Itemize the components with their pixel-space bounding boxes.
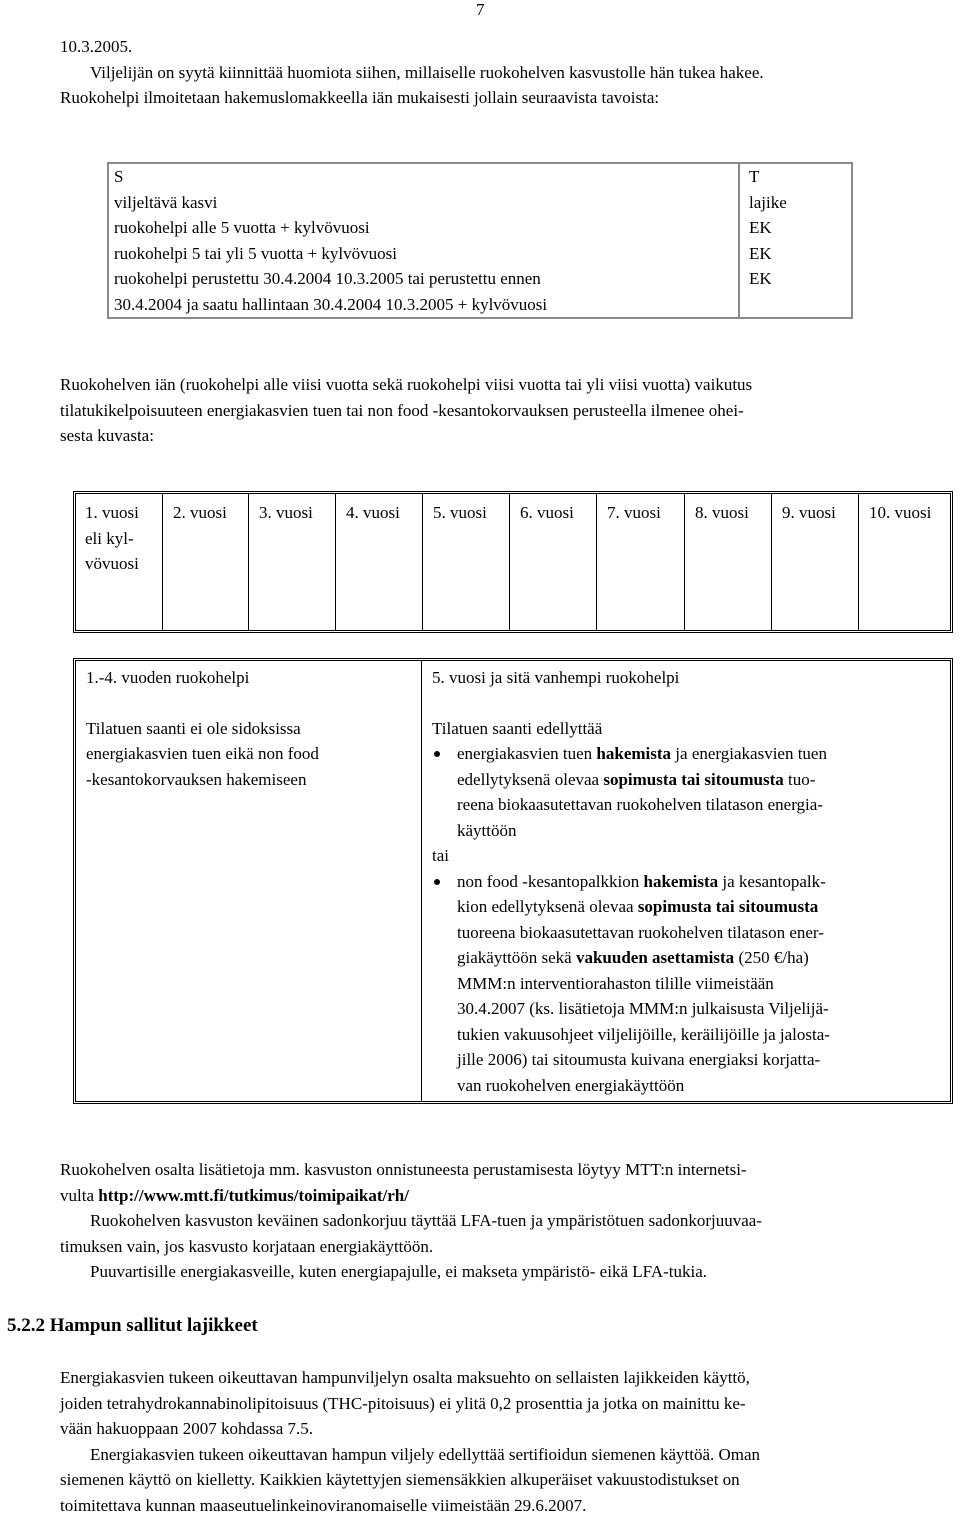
paragraph-line: Energiakasvien tukeen oikeuttavan hampunviljelyn osalta maksuehto on sellaisten lajikkeiden käyttö, — [60, 1365, 956, 1391]
year-label: 3. vuosi — [259, 503, 313, 522]
year-label: 9. vuosi — [782, 503, 836, 522]
age-paragraph — [60, 372, 956, 449]
year-cell — [596, 494, 684, 630]
year-label-line: 1. vuosi — [85, 500, 162, 526]
crop-cell: viljeltävä kasvi — [114, 190, 738, 216]
year-label-line: vövuosi — [85, 551, 162, 577]
year-label: 6. vuosi — [520, 503, 574, 522]
young-crop-panel — [76, 661, 422, 1101]
bullet-icon — [434, 879, 440, 885]
mtt-link[interactable]: http://www.mtt.fi/tutkimus/toimipaikat/rh/ — [98, 1186, 409, 1205]
intro-line: Viljelijän on syytä kiinnittää huomiota siihen, millaiselle ruokohelven kasvustolle hän tukea hakee. — [60, 60, 956, 86]
panel-text-line: energiakasvien tuen eikä non food — [86, 741, 421, 767]
or-label: tai — [432, 843, 950, 869]
crop-cell: ruokohelpi 5 tai yli 5 vuotta + kylvövuosi — [114, 241, 738, 267]
crop-column — [109, 164, 740, 317]
paragraph-line: Energiakasvien tukeen oikeuttavan hampun viljely edellyttää sertifioidun siemenen käyttöä. Oman — [60, 1442, 956, 1468]
list-item: non food -kesantopalkkion hakemista ja kesantopalk- kion edellytyksenä olevaa sopimusta tai sitoumusta tuoreena biokaasutettavan ruokohelven tilatason ener- giakäyttöön sekä vakuuden asettamista (250 €/ha) MMM:n interventiorahaston tilille viimeistään 30.4.2007 (ks. lisätietoja MMM:n julkaisusta Viljelijä- tukien vakuusohjeet viljelijöille, keräilijöille ja jalosta- jille 2006) tai sitoumusta kuivana energiaksi korjatta- van ruokohelven energiakäyttöön — [432, 869, 950, 1099]
year-cell — [509, 494, 596, 630]
variety-cell: EK — [749, 266, 851, 292]
year-cell-1 — [76, 494, 162, 630]
year-label: 5. vuosi — [433, 503, 487, 522]
year-cell — [771, 494, 858, 630]
section-heading: 5.2.2 Hampun sallitut lajikkeet — [7, 1313, 258, 1339]
paragraph-line: tilatukikelpoisuuteen energiakasvien tuen tai non food -kesantokorvauksen perusteella ilmenee ohei- — [60, 398, 956, 424]
variety-cell: EK — [749, 215, 851, 241]
years-table — [73, 491, 953, 633]
page-number: 7 — [476, 0, 485, 23]
bullet-icon — [434, 751, 440, 757]
paragraph-line: Ruokohelven iän (ruokohelpi alle viisi vuotta sekä ruokohelpi viisi vuotta tai yli viisi vuotta) vaikutus — [60, 372, 956, 398]
paragraph-line: siemenen käyttö on kielletty. Kaikkien käytettyjen siemensäkkien alkuperäiset vakuustodistukset on — [60, 1467, 956, 1493]
crop-cell: ruokohelpi alle 5 vuotta + kylvövuosi — [114, 215, 738, 241]
panel-title: 1.-4. vuoden ruokohelpi — [86, 665, 421, 691]
year-cell — [335, 494, 422, 630]
panel-text-line: -kesantokorvauksen hakemiseen — [86, 767, 421, 793]
year-label: 2. vuosi — [173, 503, 227, 522]
year-label: 7. vuosi — [607, 503, 661, 522]
paragraph-line: Puuvartisille energiakasveille, kuten energiapajulle, ei makseta ympäristö- eikä LFA-tukia. — [60, 1259, 956, 1285]
year-label: 10. vuosi — [869, 503, 931, 522]
panel-subtitle: Tilatuen saanti edellyttää — [432, 716, 950, 742]
list-item: energiakasvien tuen hakemista ja energiakasvien tuen edellytyksenä olevaa sopimusta tai sitoumusta tuo- reena biokaasutettavan ruokohelven tilatason energia- käyttöön — [432, 741, 950, 843]
year-cell — [162, 494, 248, 630]
year-label-line: eli kyl- — [85, 526, 162, 552]
eligibility-box — [73, 658, 953, 1104]
variety-column — [740, 164, 851, 317]
paragraph-line: vulta http://www.mtt.fi/tutkimus/toimipaikat/rh/ — [60, 1183, 956, 1209]
date: 10.3.2005. — [60, 34, 956, 60]
paragraph-line: timuksen vain, jos kasvusto korjataan energiakäyttöön. — [60, 1234, 956, 1260]
section-body — [60, 1365, 956, 1518]
paragraph-line: sesta kuvasta: — [60, 423, 956, 449]
paragraph-line: joiden tetrahydrokannabinolipitoisuus (THC-pitoisuus) ei ylitä 0,2 prosenttia ja jotka on mainittu ke- — [60, 1391, 956, 1417]
crop-column-header: S — [114, 164, 738, 190]
year-cell — [858, 494, 950, 630]
variety-cell — [749, 292, 851, 318]
panel-title: 5. vuosi ja sitä vanhempi ruokohelpi — [432, 665, 950, 691]
variety-column-header: T — [749, 164, 851, 190]
year-label: 8. vuosi — [695, 503, 749, 522]
year-label: 4. vuosi — [346, 503, 400, 522]
crop-cell: 30.4.2004 ja saatu hallintaan 30.4.2004 10.3.2005 + kylvövuosi — [114, 292, 738, 318]
paragraph-line: Ruokohelven osalta lisätietoja mm. kasvuston onnistuneesta perustamisesta löytyy MTT:n internetsi- — [60, 1157, 956, 1183]
crop-cell: ruokohelpi perustettu 30.4.2004 10.3.2005 tai perustettu ennen — [114, 266, 738, 292]
year-cell — [684, 494, 771, 630]
info-block — [60, 1157, 956, 1285]
variety-cell: EK — [749, 241, 851, 267]
panel-text-line: Tilatuen saanti ei ole sidoksissa — [86, 716, 421, 742]
variety-cell: lajike — [749, 190, 851, 216]
year-cell — [248, 494, 335, 630]
year-cell — [422, 494, 509, 630]
paragraph-line: Ruokohelven kasvuston keväinen sadonkorjuu täyttää LFA-tuen ja ympäristötuen sadonkorjuuvaa- — [60, 1208, 956, 1234]
old-crop-panel — [422, 661, 950, 1101]
intro-block — [60, 34, 956, 111]
intro-line: Ruokohelpi ilmoitetaan hakemuslomakkeella iän mukaisesti jollain seuraavista tavoista: — [60, 85, 956, 111]
crop-table — [107, 162, 853, 319]
paragraph-line: vään hakuoppaan 2007 kohdassa 7.5. — [60, 1416, 956, 1442]
paragraph-line: toimitettava kunnan maaseutuelinkeinoviranomaiselle viimeistään 29.6.2007. — [60, 1493, 956, 1518]
